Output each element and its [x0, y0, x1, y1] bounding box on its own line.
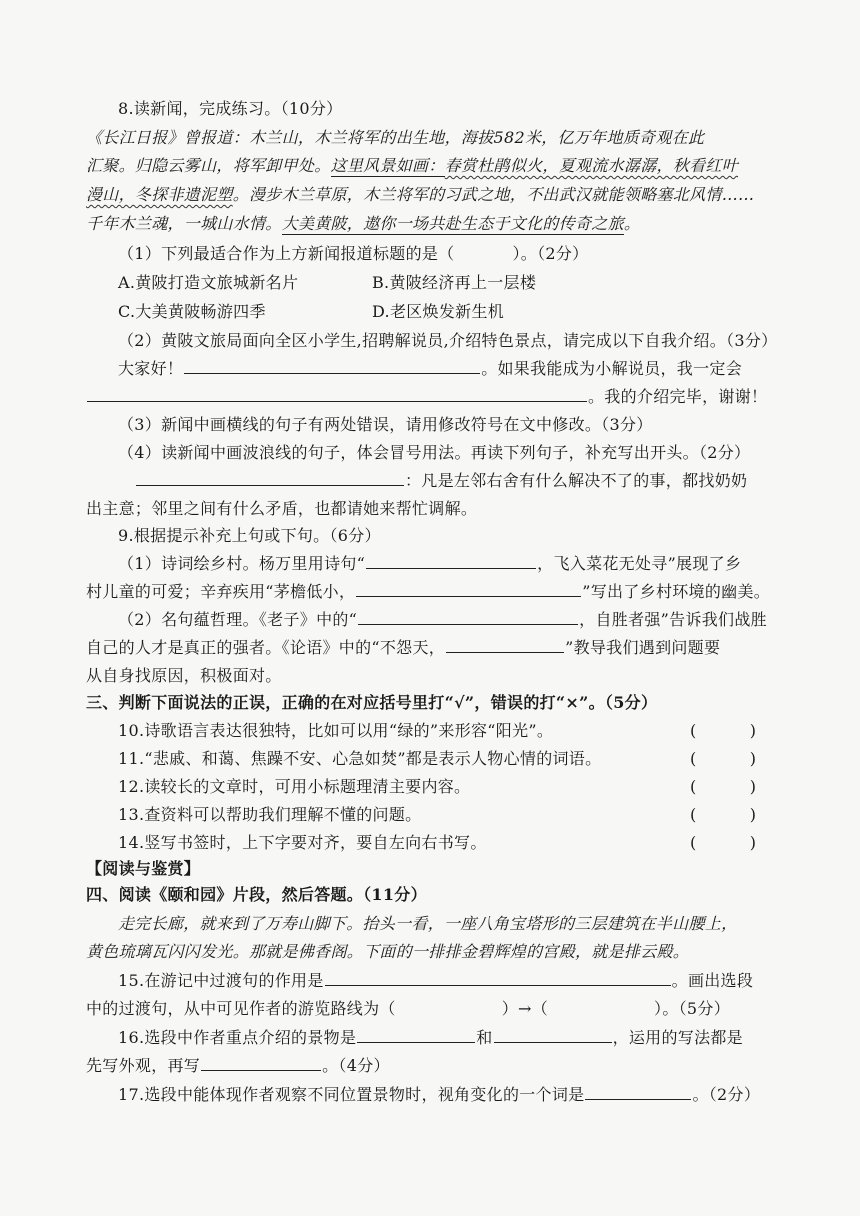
answer-blank[interactable] — [87, 386, 587, 402]
q9-2-line1: （2）名句蕴哲理。《老子》中的“ ，自胜者强”告诉我们战胜 — [118, 610, 767, 629]
q9-title: 9.根据提示补充上句或下句。（6分） — [118, 526, 381, 545]
answer-blank[interactable] — [356, 581, 581, 597]
q16-line1: 16.选段中作者重点介绍的景物是 和 ，运用的写法都是 — [118, 1028, 743, 1047]
option-a: A.黄陂打造文旅城新名片 — [118, 273, 299, 292]
section4-title: 四、阅读《颐和园》片段，然后答题。（11分） — [86, 885, 427, 904]
option-c: C.大美黄陂畅游四季 — [118, 302, 266, 321]
answer-blank[interactable] — [325, 970, 671, 986]
judge-item-13: 13.查资料可以帮助我们理解不懂的问题。 — [118, 805, 422, 824]
q8-3: （3）新闻中画横线的句子有两处错误，请用修改符号在文中修改。（3分） — [118, 415, 653, 434]
section3-title: 三、判断下面说法的正误，正确的在对应括号里打“√”，错误的打“×”。（5分） — [86, 693, 658, 712]
q8-2: （2）黄陂文旅局面向全区小学生,招聘解说员,介绍特色景点，请完成以下自我介绍。（3分） — [118, 331, 778, 350]
q9-1-line1: （1）诗词绘乡村。杨万里用诗句“ ，飞入菜花无处寻”展现了乡 — [118, 554, 742, 573]
q8-4: （4）读新闻中画波浪线的句子，体会冒号用法。再读下列句子，补充写出开头。（2分） — [118, 443, 751, 462]
answer-blank[interactable] — [366, 553, 536, 569]
judge-answer-10[interactable]: ( ) — [690, 721, 756, 740]
q9-1-line2: 村儿童的可爱；辛弃疾用“茅檐低小， ”写出了乡村环境的幽美。 — [86, 582, 771, 601]
judge-item-12: 12.读较长的文章时，可用小标题理清主要内容。 — [118, 777, 471, 796]
judge-answer-14[interactable]: ( ) — [690, 833, 756, 852]
judge-item-10: 10.诗歌语言表达很独特，比如可以用“绿的”来形容“阳光”。 — [118, 721, 554, 740]
option-b: B.黄陂经济再上一层楼 — [372, 273, 537, 292]
underlined-sentence-2: 大美黄陂，遨你一场共赴生态于文化的传奇之旅 — [281, 214, 624, 233]
news-line-4: 千年木兰魂，一城山水情。大美黄陂，遨你一场共赴生态于文化的传奇之旅。 — [86, 214, 641, 233]
answer-blank[interactable] — [494, 1027, 612, 1043]
q8-2-line2: 。我的介绍完毕，谢谢！ — [86, 386, 767, 408]
q8-1: （1）下列最适合作为上方新闻报道标题的是（ ）。（2分） — [118, 244, 589, 263]
answer-blank[interactable] — [446, 637, 564, 653]
option-d: D.老区焕发新生机 — [372, 302, 505, 321]
wavy-underlined-sentence-cont: 漫山，冬探非遗泥塑 — [86, 185, 233, 204]
passage-line-2: 黄色琉璃瓦闪闪发光。那就是佛香阁。下面的一排排金碧辉煌的宫殿，就是排云殿。 — [86, 942, 690, 961]
answer-blank[interactable] — [358, 609, 578, 625]
q8-4-line1: ：凡是左邻右舍有什么解决不了的事，都找奶奶 — [135, 470, 747, 492]
answer-blank[interactable] — [201, 1055, 321, 1071]
reading-header: 【阅读与鉴赏】 — [86, 859, 201, 878]
judge-answer-13[interactable]: ( ) — [690, 805, 756, 824]
answer-blank[interactable] — [357, 1027, 475, 1043]
news-line-2: 汇聚。归隐云雾山，将军卸甲处。这里风景如画：春赏杜鹃似火，夏观流水潺潺，秋看红叶 — [86, 156, 739, 175]
answer-blank[interactable] — [184, 358, 480, 374]
q17-line: 17.选段中能体现作者观察不同位置景物时，视角变化的一个词是 。（2分） — [118, 1085, 761, 1104]
q8-title: 8.读新闻，完成练习。（10分） — [118, 99, 343, 118]
answer-blank[interactable] — [136, 470, 404, 486]
judge-item-11: 11.“悲戚、和蔼、焦躁不安、心急如焚”都是表示人物心情的词语。 — [118, 749, 602, 768]
passage-line-1: 走完长廊，就来到了万寿山脚下。抬头一看，一座八角宝塔形的三层建筑在半山腰上， — [118, 914, 738, 933]
judge-item-14: 14.竖写书签时，上下字要对齐，要自左向右书写。 — [118, 833, 487, 852]
underlined-sentence-1: 这里风景如画： — [330, 156, 445, 175]
judge-answer-12[interactable]: ( ) — [690, 777, 756, 796]
news-line-1: 《长江日报》曾报道：木兰山，木兰将军的出生地，海拔582米，亿万年地质奇观在此 — [86, 128, 705, 147]
q9-2-line3: 从自身找原因，积极面对。 — [86, 666, 282, 685]
q15-line1: 15.在游记中过渡句的作用是 。画出选段 — [118, 971, 754, 990]
q9-2-line2: 自己的人才是真正的强者。《论语》中的“不怨天， ”教导我们遇到问题要 — [86, 638, 721, 657]
q8-4-line2: 出主意；邻里之间有什么矛盾，也都请她来帮忙调解。 — [86, 499, 478, 518]
q8-2-line1: 大家好！ 。如果我能成为小解说员，我一定会 — [118, 359, 743, 378]
answer-blank[interactable] — [585, 1084, 691, 1100]
news-line-3: 漫山，冬探非遗泥塑。漫步木兰草原，木兰将军的习武之地，不出武汉就能领略塞北风情…… — [86, 185, 755, 204]
judge-answer-11[interactable]: ( ) — [690, 749, 756, 768]
wavy-underlined-sentence: 春赏杜鹃似火，夏观流水潺潺，秋看红叶 — [444, 156, 739, 175]
q16-line2: 先写外观，再写 。（4分） — [86, 1056, 390, 1075]
q15-line2: 中的过渡句，从中可见作者的游览路线为（ ）→（ ）。（5分） — [86, 999, 730, 1018]
